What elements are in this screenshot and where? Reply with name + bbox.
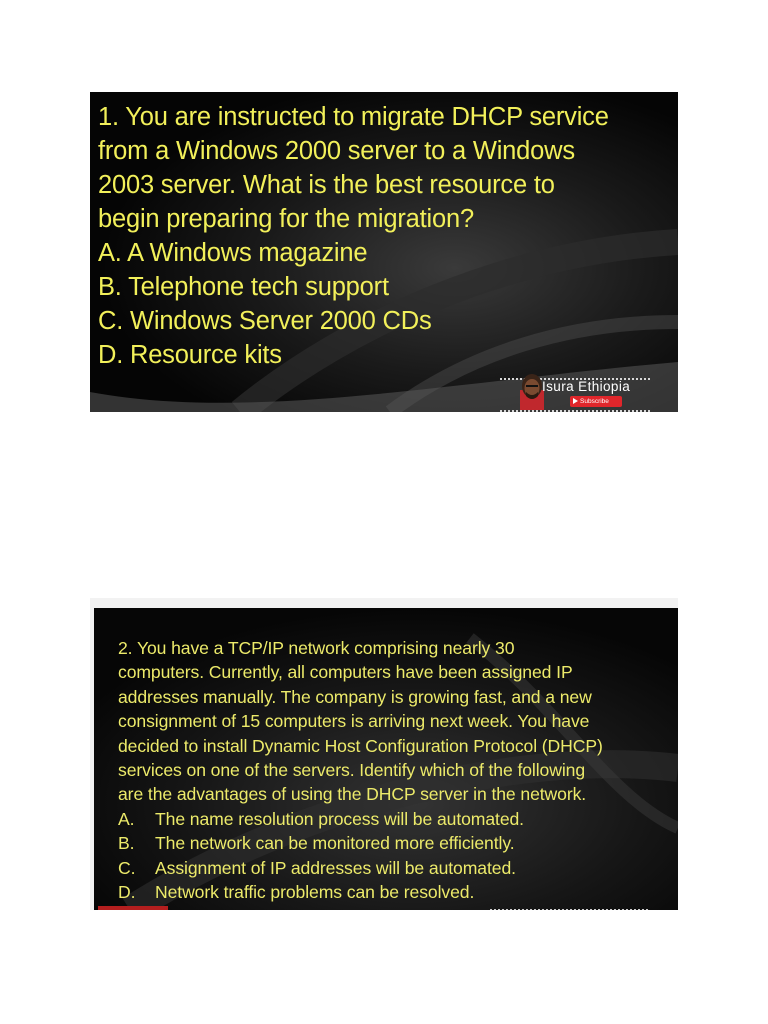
option-letter: C. [118,857,136,878]
question-2-line: decided to install Dynamic Host Configuration Protocol (DHCP) [118,735,603,756]
option-text: Network traffic problems can be resolved. [155,882,475,903]
option-a: A. A Windows magazine [98,239,368,267]
option-c: C. Windows Server 2000 CDs [98,307,432,335]
question-2-line: 2. You have a TCP/IP network comprising nearly 30 [118,638,515,658]
avatar [520,372,544,410]
question-1-line: from a Windows 2000 server to a Windows [98,137,575,165]
option-letter: B. [118,833,135,854]
option-c [118,856,672,880]
option-d: D. Resource kits [98,341,282,369]
dotted-border-bottom [500,410,650,412]
question-2-line: are the advantages of using the DHCP server in the network. [118,784,587,805]
question-2-text [118,636,672,904]
option-a [118,807,672,831]
subscribe-label: Subscribe [580,398,609,405]
play-icon [573,398,578,404]
option-b: B. Telephone tech support [98,273,389,301]
channel-watermark [500,378,650,412]
option-letter: A. [118,808,135,829]
option-letter: D. [118,882,136,903]
question-1-line: begin preparing for the migration? [98,205,474,233]
question-1-line: 2003 server. What is the best resource to [98,171,555,199]
question-2-line: computers. Currently, all computers have been assigned IP [118,662,573,683]
question-2-line: consignment of 15 computers is arriving next week. You have [118,711,590,732]
subscribe-button[interactable] [570,396,622,407]
question-2-line: services on one of the servers. Identify which of the following [118,760,586,781]
question-1-line: 1. You are instructed to migrate DHCP service [98,103,609,131]
option-b [118,831,672,855]
question-1-slide [90,92,678,412]
option-d [118,880,672,904]
option-text: The name resolution process will be automated. [155,808,524,829]
question-1-text [98,100,672,372]
question-2-line: addresses manually. The company is growing fast, and a new [118,686,592,707]
option-text: Assignment of IP addresses will be automated. [155,857,516,878]
channel-name: Isura Ethiopia [542,379,631,394]
option-text: The network can be monitored more efficiently. [155,833,515,854]
question-2-slide [90,598,678,910]
